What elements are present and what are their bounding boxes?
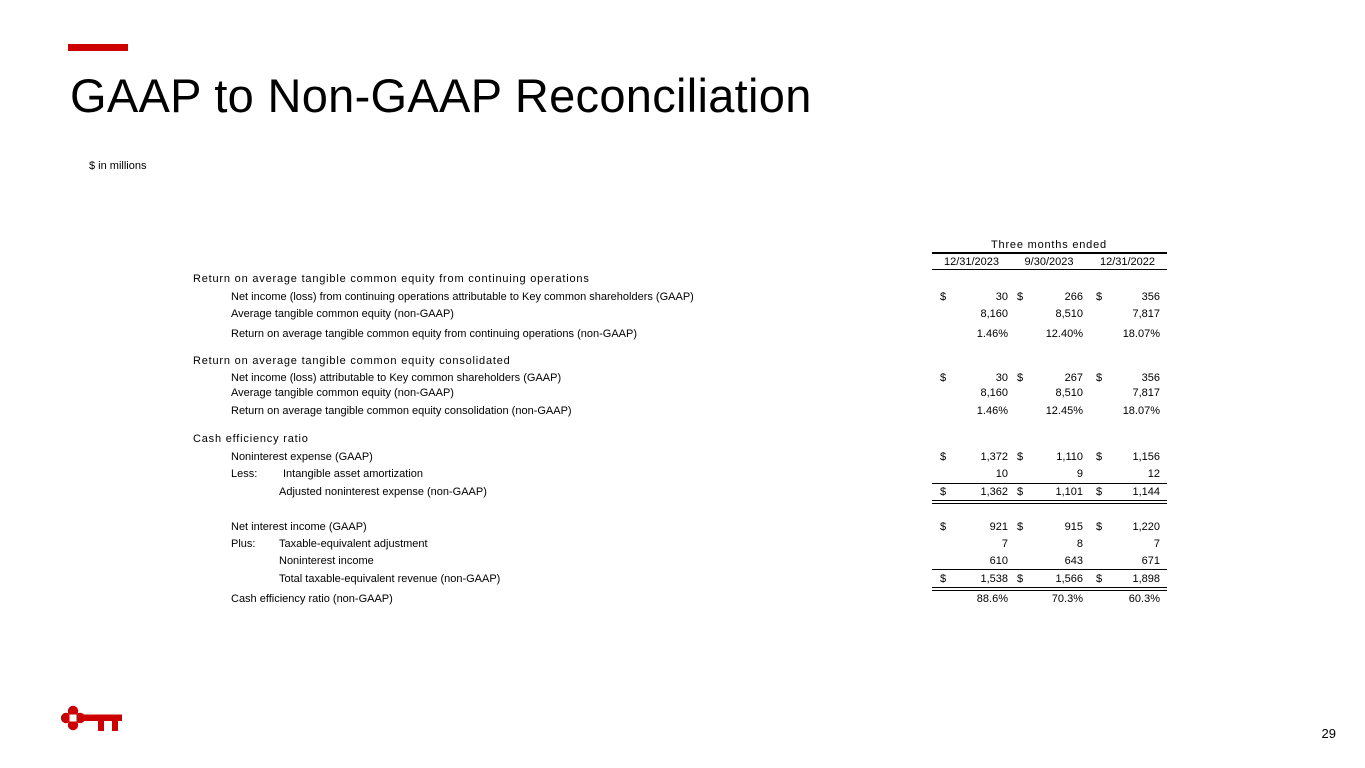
net-interest-income-row-value: 915 — [1064, 521, 1083, 533]
net-interest-income-row-currency: $ — [1017, 521, 1024, 533]
net-income-consolidated-row-value: 267 — [1064, 372, 1083, 384]
noninterest-income-row-value: 610 — [989, 555, 1008, 567]
net-income-continuing-row-value: 266 — [1064, 291, 1083, 303]
net-interest-income-row-value: 1,220 — [1132, 521, 1160, 533]
net-income-consolidated-row-currency: $ — [940, 372, 947, 384]
adjusted-expense-row-value: 1,101 — [1055, 486, 1083, 498]
net-income-continuing-row-currency: $ — [940, 291, 947, 303]
page-number: 29 — [1321, 726, 1336, 741]
noninterest-income-row-value: 671 — [1141, 555, 1160, 567]
cash-efficiency-ratio-row-value: 88.6% — [976, 593, 1008, 605]
net-income-consolidated-row-currency: $ — [1017, 372, 1024, 384]
net-interest-income-row-currency: $ — [1096, 521, 1103, 533]
column-header: 12/31/2023 — [943, 256, 1000, 268]
noninterest-expense-row-currency: $ — [1017, 451, 1024, 463]
intangible-amortization-row-value: 9 — [1076, 468, 1083, 480]
intangible-amortization-row-label: Intangible asset amortization — [283, 468, 424, 480]
avg-tangible-equity-row-value: 8,160 — [980, 308, 1008, 320]
header-rule — [932, 252, 1167, 254]
key-logo-icon — [58, 703, 124, 733]
period-header: Three months ended — [991, 239, 1107, 251]
taxable-equivalent-row-label: Taxable-equivalent adjustment — [279, 538, 428, 550]
taxable-equivalent-row-prefix: Plus: — [231, 538, 256, 550]
adjusted-expense-row-currency: $ — [940, 486, 947, 498]
net-interest-income-row-value: 921 — [989, 521, 1008, 533]
taxable-equivalent-row-value: 8 — [1076, 538, 1083, 550]
te-revenue-row-value: 1,898 — [1132, 573, 1160, 585]
intangible-amortization-row-prefix: Less: — [231, 468, 258, 480]
section-heading: Cash efficiency ratio — [193, 433, 309, 445]
te-revenue-row-value: 1,566 — [1055, 573, 1083, 585]
rotce-continuing-row-value: 1.46% — [976, 328, 1008, 340]
net-income-consolidated-row-currency: $ — [1096, 372, 1103, 384]
intangible-amortization-row-value: 10 — [995, 468, 1008, 480]
noninterest-expense-row-value: 1,372 — [980, 451, 1008, 463]
rotce-consolidated-row-value: 12.45% — [1045, 405, 1083, 417]
net-interest-income-row-currency: $ — [940, 521, 947, 533]
page-title: GAAP to Non-GAAP Reconciliation — [70, 69, 812, 122]
adjusted-expense-row-label: Adjusted noninterest expense (non-GAAP) — [279, 486, 487, 498]
noninterest-expense-row-currency: $ — [1096, 451, 1103, 463]
column-header: 9/30/2023 — [1024, 256, 1074, 268]
avg-tangible-equity-row-value: 7,817 — [1132, 308, 1160, 320]
cash-efficiency-ratio-row-label: Cash efficiency ratio (non-GAAP) — [231, 593, 393, 605]
net-interest-income-row-label: Net interest income (GAAP) — [231, 521, 367, 533]
noninterest-income-row-label: Noninterest income — [279, 555, 374, 567]
te-revenue-row-currency: $ — [1017, 573, 1024, 585]
adjusted-expense-row-currency: $ — [1096, 486, 1103, 498]
te-revenue-row-label: Total taxable-equivalent revenue (non-GAAP) — [279, 573, 501, 585]
taxable-equivalent-row-value: 7 — [1001, 538, 1008, 550]
rotce-consolidated-row-label: Return on average tangible common equity consolidation (non-GAAP) — [231, 405, 572, 417]
net-income-continuing-row-label: Net income (loss) from continuing operations attributable to Key common shareholders (GAAP) — [231, 291, 694, 303]
net-income-consolidated-row-label: Net income (loss) attributable to Key common shareholders (GAAP) — [231, 372, 562, 384]
column-header: 12/31/2022 — [1099, 256, 1156, 268]
avg-tangible-equity-row-value: 8,160 — [980, 387, 1008, 399]
net-income-consolidated-row-value: 30 — [995, 372, 1008, 384]
avg-tangible-equity-row-label: Average tangible common equity (non-GAAP) — [231, 308, 454, 320]
section-heading: Return on average tangible common equity consolidated — [193, 355, 511, 367]
rotce-continuing-row-label: Return on average tangible common equity from continuing operations (non-GAAP) — [231, 328, 638, 340]
noninterest-expense-row-currency: $ — [940, 451, 947, 463]
net-income-continuing-row-value: 30 — [995, 291, 1008, 303]
adjusted-expense-row-value: 1,144 — [1132, 486, 1160, 498]
net-income-continuing-row-currency: $ — [1096, 291, 1103, 303]
noninterest-expense-row-value: 1,110 — [1056, 451, 1083, 463]
taxable-equivalent-row-value: 7 — [1153, 538, 1160, 550]
intangible-amortization-row-value: 12 — [1147, 468, 1160, 480]
subtotal-rule — [932, 483, 1167, 484]
avg-tangible-equity-row-value: 8,510 — [1055, 308, 1083, 320]
total-rule — [932, 500, 1167, 501]
rotce-consolidated-row-value: 18.07% — [1122, 405, 1160, 417]
cash-efficiency-ratio-row-value: 60.3% — [1128, 593, 1160, 605]
te-revenue-row-currency: $ — [940, 573, 947, 585]
units-note: $ in millions — [89, 160, 147, 172]
avg-tangible-equity-row-value: 8,510 — [1055, 387, 1083, 399]
section-heading: Return on average tangible common equity from continuing operations — [193, 273, 590, 285]
total-rule — [932, 503, 1167, 504]
adjusted-expense-row-value: 1,362 — [980, 486, 1008, 498]
avg-tangible-equity-row-value: 7,817 — [1132, 387, 1160, 399]
rotce-continuing-row-value: 12.40% — [1045, 328, 1083, 340]
avg-tangible-equity-row-label: Average tangible common equity (non-GAAP) — [231, 387, 454, 399]
column-header-rule — [932, 269, 1167, 270]
adjusted-expense-row-currency: $ — [1017, 486, 1024, 498]
noninterest-expense-row-value: 1,156 — [1132, 451, 1160, 463]
noninterest-expense-row-label: Noninterest expense (GAAP) — [231, 451, 373, 463]
te-revenue-row-currency: $ — [1096, 573, 1103, 585]
te-revenue-row-value: 1,538 — [980, 573, 1008, 585]
rotce-consolidated-row-value: 1.46% — [976, 405, 1008, 417]
subtotal-rule — [932, 569, 1167, 570]
noninterest-income-row-value: 643 — [1064, 555, 1083, 567]
net-income-continuing-row-currency: $ — [1017, 291, 1024, 303]
cash-efficiency-ratio-row-value: 70.3% — [1051, 593, 1083, 605]
net-income-consolidated-row-value: 356 — [1141, 372, 1160, 384]
net-income-continuing-row-value: 356 — [1141, 291, 1160, 303]
total-rule — [932, 590, 1167, 591]
rotce-continuing-row-value: 18.07% — [1122, 328, 1160, 340]
total-rule — [932, 587, 1167, 588]
